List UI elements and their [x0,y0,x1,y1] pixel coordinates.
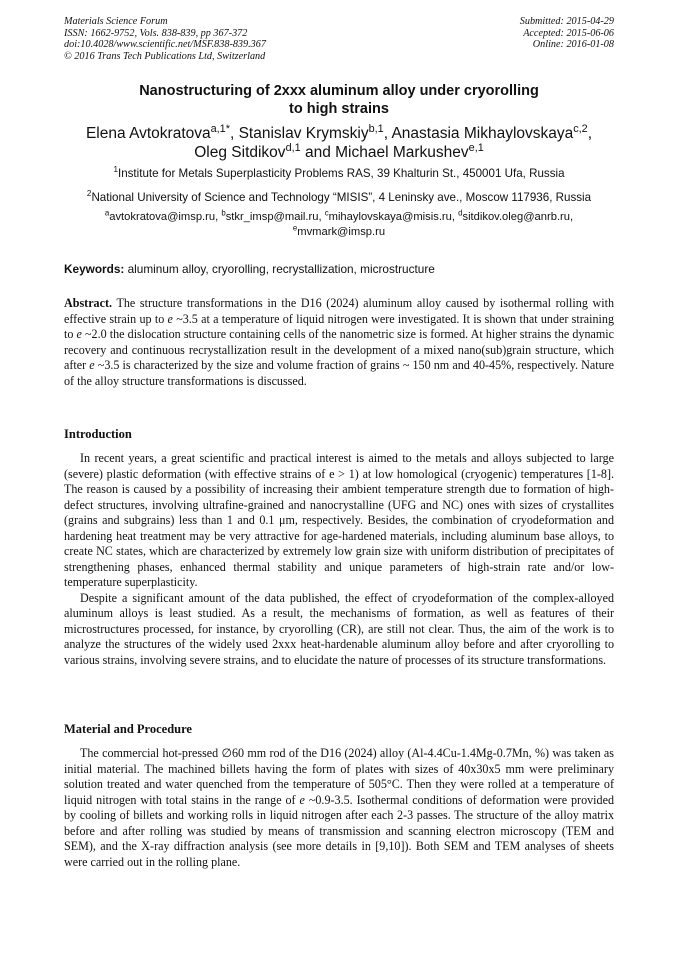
author-name: Anastasia Mikhaylovskaya [391,125,574,142]
email-list: $^a$avtokratova@imsp.ru, $^b$stkr_imsp@mail.ru, $^c$mihaylovskaya@misis.ru, $^d$sitdikov.oleg@anrb.ru, $^e$mvmark@imsp.ru [104,208,574,238]
introduction-body [64,451,614,668]
paragraph: Despite a significant amount of the data published, the effect of cryodeformation of the complex-alloyed aluminum alloys is least studied. As a result, the mechanisms of formation, as well as features of their microstructures processed, for instance, by cryorolling (CR), are still not clear. Thus, the aim of the work is to analyze the structures of the widely used 2xxx heat-hardenable aluminum alloy before and after cryorolling to various strains, involving severe strains, and to elucidate the nature of processes of its structure transformations. [64,590,614,667]
journal-copyright: © 2016 Trans Tech Publications Ltd, Switzerland [64,50,266,62]
title-line-2: to high strains [289,101,389,117]
section-heading-introduction: Introduction [64,427,132,441]
author-sup: b,1 [368,122,384,135]
author-name: Oleg Sitdikov [194,144,286,161]
author-sup: d,1 [285,141,301,154]
affiliation-1 [40,166,638,181]
paragraph: In recent years, a great scientific and practical interest is aimed to the metals and alloys subjected to large (severe) plastic deformation (with effective strains of e > 1) at low homological (cryogenic) temperatures [1-8]. The reason is caused by a possibility of increasing their ambient temperature strength due to formation of high-defect structures, involving ultrafine-grained and nanocrystalline (UFG and NC) ones with sizes of crystallites (grains and subgrains) less than 1 and 0.1 μm, respectively. Besides, the combination of cryodeformation and hardening heat treatment may be very attractive for age-hardened materials, including aluminum base alloys, to create NC states, which are characterized by extremely low grain size with uniform distribution of precipitates of strengthening phases, enhanced thermal stability and unique parameters of high-strain rate and/or low-temperature superplasticity. [64,451,614,589]
email-link[interactable]: avtokratova@imsp.ru [109,211,216,223]
keywords-text: aluminum alloy, cryorolling, recrystallization, microstructure [127,262,435,276]
strain-symbol: e [167,311,173,326]
strain-symbol: e [299,792,305,807]
affiliation-text: Institute for Metals Superplasticity Problems RAS, 39 Khalturin St., 450001 Ufa, Russia [117,167,565,180]
author-and: and [304,144,331,161]
email-link[interactable]: mvmark@imsp.ru [297,226,386,238]
paper-title [64,82,614,118]
affiliation-sup: 1 [113,165,118,175]
email-sup: e [292,223,298,233]
email-sup: a [104,208,110,218]
affiliation-sup: 2 [86,189,92,199]
author-name: Stanislav Krymskiy [238,125,369,142]
abstract-text: The structure transformations in the D16 (2024) aluminum alloy caused by isothermal rolling with effective strain up to [64,296,614,326]
section-heading-material: Material and Procedure [64,722,192,736]
affiliation-2 [40,190,638,205]
email-sup: c [324,208,329,218]
submitted-date: Submitted: 2015-04-29 [519,16,614,27]
author-name: Elena Avtokratova [85,125,211,142]
abstract-label: Abstract. [64,296,113,310]
journal-name: Materials Science Forum [64,16,168,27]
email-sup: d [458,208,463,218]
material-body [64,746,614,870]
author-name: Michael Markushev [335,144,469,161]
author-list: Elena Avtokratova$^{a,1*}$, Stanislav Krymskiy$^{b,1}$, Anastasia Mikhaylovskaya$^{c,2}$, Oleg Sitdikov$^{d,1}$ and Michael Markushev$^{e,1}$ [85,122,593,161]
strain-symbol: e [89,358,95,372]
journal-issn: ISSN: 1662-9752, Vols. 838-839, pp 367-372 [64,27,248,39]
accepted-date: Accepted: 2015-06-06 [523,27,614,39]
email-link[interactable]: sitdikov.oleg@anrb.ru [462,211,571,223]
journal-info [64,16,266,62]
paragraph-text: ~0.9-3.5. Isothermal conditions of deformation were provided by cooling of billets and working rolls in liquid nitrogen after each 2-3 passes. The structure of the alloy matrix before and after rolling was studied by means of transmission and scanning electron microscopy (TEM and SEM), and the X-ray diffraction analysis (see more details in [9,10]). Both SEM and TEM analyses of sheets were carried out in the rolling plane. [64,792,614,869]
submission-dates [520,16,614,51]
affiliation-text: National University of Science and Technology “MISIS”, 4 Leninsky ave., Moscow 117936, Russia [91,191,592,204]
email-link[interactable]: stkr_imsp@mail.ru [225,211,319,223]
online-date: Online: 2016-01-08 [532,39,614,50]
email-sup: b [221,208,226,218]
strain-symbol: e [76,327,82,341]
keywords [64,262,614,276]
abstract-text: ~2.0 the dislocation structure containing cells of the nanometric size is formed. At higher strains the dynamic recovery and continuous recrystallization result in the development of a mixed nano(sub)grain structure, which after [64,327,615,372]
author-sup: c,2 [573,122,588,135]
title-line-1: Nanostructuring of 2xxx aluminum alloy under cryorolling [139,83,539,99]
journal-doi: doi:10.4028/www.scientific.net/MSF.838-839.367 [64,39,266,50]
abstract [64,296,614,389]
author-sup: a,1* [210,122,230,135]
email-link[interactable]: mihaylovskaya@misis.ru [328,211,452,223]
keywords-label: Keywords: [64,262,125,276]
abstract-text: ~3.5 at a temperature of liquid nitrogen were investigated. It is shown that under straining to [64,311,615,341]
abstract-text: ~3.5 is characterized by the size and volume fraction of grains ~ 150 nm and 40-45%, respectively. Nature of the alloy structure transformations is discussed. [64,358,615,388]
author-sup: e,1 [468,141,484,154]
paragraph-text: The commercial hot-pressed ∅60 mm rod of the D16 (2024) alloy (Al-4.4Cu-1.4Mg-0.7Mn, %) was taken as initial material. The machined billets having the form of plates with sizes of 40x30x5 mm were preliminary solution treated and water quenched from the temperature of 505°C. Then they were rolled at a temperature of liquid nitrogen with total stains in the range of [64,746,614,807]
